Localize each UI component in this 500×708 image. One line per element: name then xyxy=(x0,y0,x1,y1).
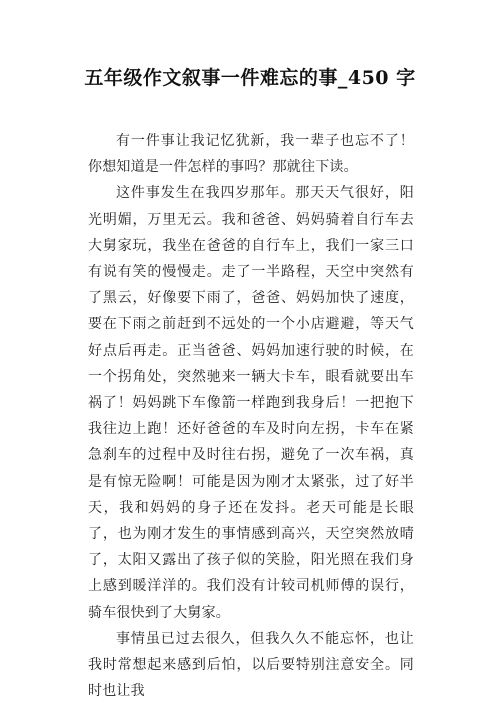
paragraph-reflection: 事情虽已过去很久，但我久久不能忘怀，也让我时常想起来感到后怕，以后要特别注意安全。同时也让我 xyxy=(88,630,414,700)
paragraph-story: 这件事发生在我四岁那年。那天天气很好，阳光明媚，万里无云。我和爸爸、妈妈骑着自行车去大舅家玩，我坐在爸爸的自行车上，我们一家三口有说有笑的慢慢走。走了一半路程，天空中突然有了黑云，好像要下雨了，爸爸、妈妈加快了速度，要在下雨之前赶到不远处的一个小店避避，等天气好点后再走。正当爸爸、妈妈加速行驶的时候，在一个拐角处，突然驰来一辆大卡车，眼看就要出车祸了！妈妈跳下车像箭一样跑到我身后！一把抱下我往边上跑！还好爸爸的车及时向左拐，卡车在紧急刹车的过程中及时往右拐，避免了一次车祸，真是有惊无险啊！可能是因为刚才太紧张，过了好半天，我和妈妈的身子还在发抖。老天可能是长眼了，也为刚才发生的事情感到高兴，天空突然放晴了，太阳又露出了孩子似的笑脸，阳光照在我们身上感到暖洋洋的。我们没有计较司机师傅的误行，骑车很快到了大舅家。 xyxy=(88,185,414,621)
document-body xyxy=(88,128,414,704)
paragraph-intro: 有一件事让我记忆犹新，我一辈子也忘不了！你想知道是一件怎样的事吗？那就往下读。 xyxy=(88,133,414,176)
document-title: 五年级作文叙事一件难忘的事_450 字 xyxy=(84,67,416,89)
